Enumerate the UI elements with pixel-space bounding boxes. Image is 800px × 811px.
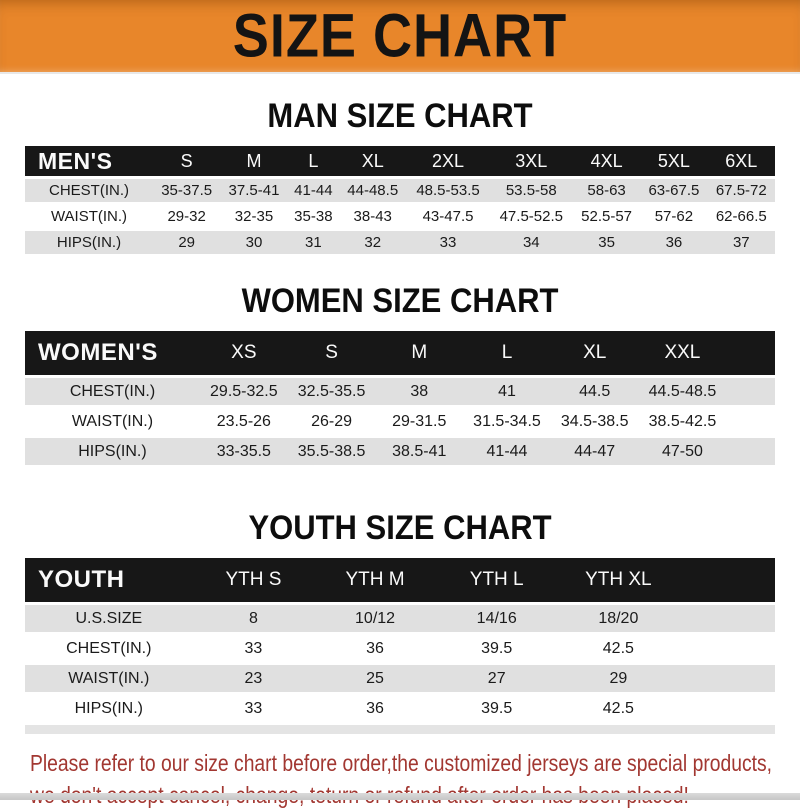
cell-value: 38.5-41: [375, 438, 463, 465]
disclaimer-line-1: Please refer to our size chart before order,the customized jerseys are special products,: [30, 748, 677, 780]
youth-size-table: [25, 555, 775, 725]
cell-value: 36: [314, 635, 436, 662]
cell-value: 10/12: [314, 605, 436, 632]
cell-value: 53.5-58: [490, 179, 573, 202]
cell-value: 44-47: [551, 438, 639, 465]
banner-title: SIZE CHART: [233, 1, 567, 72]
cell-value: 41: [463, 378, 551, 405]
cell-value: 34.5-38.5: [551, 408, 639, 435]
column-header: S: [288, 331, 376, 375]
column-header: YTH S: [193, 558, 315, 602]
row-label: CHEST(IN.): [25, 378, 200, 405]
men-section-title: MAN SIZE CHART: [0, 96, 800, 136]
cell-value: 29.5-32.5: [200, 378, 288, 405]
header-filler: [679, 558, 775, 602]
column-header: 6XL: [708, 146, 775, 176]
table-row: [25, 205, 775, 228]
cell-value: 35-38: [288, 205, 339, 228]
cell-value: 36: [314, 695, 436, 722]
corner-label: WOMEN'S: [25, 331, 200, 375]
row-label: HIPS(IN.): [25, 438, 200, 465]
corner-label: MEN'S: [25, 146, 153, 176]
cell-value: 29-32: [153, 205, 220, 228]
cell-value: 31.5-34.5: [463, 408, 551, 435]
cell-value: 47-50: [639, 438, 727, 465]
cell-value: 31: [288, 231, 339, 254]
cell-filler: [726, 378, 775, 405]
table-row: [25, 231, 775, 254]
cell-value: 47.5-52.5: [490, 205, 573, 228]
row-label: CHEST(IN.): [25, 179, 153, 202]
row-label: HIPS(IN.): [25, 695, 193, 722]
cell-filler: [679, 665, 775, 692]
cell-value: 32.5-35.5: [288, 378, 376, 405]
cell-value: 44.5: [551, 378, 639, 405]
column-header: YTH XL: [558, 558, 680, 602]
women-size-table: [25, 328, 775, 468]
row-label: U.S.SIZE: [25, 605, 193, 632]
corner-label: YOUTH: [25, 558, 193, 602]
table-row: [25, 408, 775, 435]
cell-value: 33: [406, 231, 489, 254]
cell-value: 33-35.5: [200, 438, 288, 465]
youth-table-bottom-strip: [25, 725, 775, 734]
cell-value: 30: [220, 231, 287, 254]
cell-filler: [726, 438, 775, 465]
table-row: [25, 438, 775, 465]
cell-value: 37: [708, 231, 775, 254]
men-size-table: [25, 143, 775, 257]
cell-value: 23.5-26: [200, 408, 288, 435]
column-header: L: [463, 331, 551, 375]
cell-value: 34: [490, 231, 573, 254]
column-header: 3XL: [490, 146, 573, 176]
cell-value: 44.5-48.5: [639, 378, 727, 405]
cell-filler: [679, 695, 775, 722]
cell-value: 39.5: [436, 695, 558, 722]
column-header: S: [153, 146, 220, 176]
column-header: XS: [200, 331, 288, 375]
cell-value: 33: [193, 635, 315, 662]
table-header-row: [25, 558, 775, 602]
table-row: [25, 378, 775, 405]
column-header: L: [288, 146, 339, 176]
table-row: [25, 635, 775, 662]
cell-filler: [726, 408, 775, 435]
cell-value: 48.5-53.5: [406, 179, 489, 202]
cell-value: 26-29: [288, 408, 376, 435]
cell-value: 29-31.5: [375, 408, 463, 435]
size-chart-banner: [0, 0, 800, 74]
row-label: HIPS(IN.): [25, 231, 153, 254]
row-label: WAIST(IN.): [25, 665, 193, 692]
cell-value: 32-35: [220, 205, 287, 228]
table-row: [25, 695, 775, 722]
cell-value: 29: [153, 231, 220, 254]
order-disclaimer: [30, 748, 677, 811]
cell-value: 14/16: [436, 605, 558, 632]
cell-value: 41-44: [288, 179, 339, 202]
cell-value: 35-37.5: [153, 179, 220, 202]
cell-value: 32: [339, 231, 406, 254]
cell-value: 35: [573, 231, 640, 254]
cell-value: 36: [640, 231, 707, 254]
cell-filler: [679, 635, 775, 662]
cell-value: 18/20: [558, 605, 680, 632]
cell-value: 43-47.5: [406, 205, 489, 228]
cell-value: 58-63: [573, 179, 640, 202]
column-header: YTH L: [436, 558, 558, 602]
cell-value: 33: [193, 695, 315, 722]
column-header: 2XL: [406, 146, 489, 176]
women-section-title: WOMEN SIZE CHART: [0, 281, 800, 321]
cell-value: 38.5-42.5: [639, 408, 727, 435]
cell-value: 8: [193, 605, 315, 632]
bottom-edge-strip: [0, 793, 800, 800]
cell-filler: [679, 605, 775, 632]
cell-value: 35.5-38.5: [288, 438, 376, 465]
cell-value: 39.5: [436, 635, 558, 662]
youth-section-title: YOUTH SIZE CHART: [0, 508, 800, 548]
cell-value: 23: [193, 665, 315, 692]
header-filler: [726, 331, 775, 375]
cell-value: 27: [436, 665, 558, 692]
column-header: YTH M: [314, 558, 436, 602]
cell-value: 37.5-41: [220, 179, 287, 202]
table-header-row: [25, 331, 775, 375]
cell-value: 57-62: [640, 205, 707, 228]
cell-value: 63-67.5: [640, 179, 707, 202]
table-row: [25, 605, 775, 632]
cell-value: 52.5-57: [573, 205, 640, 228]
cell-value: 38-43: [339, 205, 406, 228]
cell-value: 62-66.5: [708, 205, 775, 228]
cell-value: 67.5-72: [708, 179, 775, 202]
table-row: [25, 665, 775, 692]
cell-value: 42.5: [558, 635, 680, 662]
row-label: WAIST(IN.): [25, 205, 153, 228]
column-header: XL: [339, 146, 406, 176]
cell-value: 38: [375, 378, 463, 405]
column-header: 5XL: [640, 146, 707, 176]
column-header: XXL: [639, 331, 727, 375]
cell-value: 25: [314, 665, 436, 692]
cell-value: 42.5: [558, 695, 680, 722]
row-label: WAIST(IN.): [25, 408, 200, 435]
row-label: CHEST(IN.): [25, 635, 193, 662]
table-header-row: [25, 146, 775, 176]
cell-value: 29: [558, 665, 680, 692]
table-row: [25, 179, 775, 202]
cell-value: 41-44: [463, 438, 551, 465]
column-header: XL: [551, 331, 639, 375]
cell-value: 44-48.5: [339, 179, 406, 202]
column-header: M: [375, 331, 463, 375]
column-header: M: [220, 146, 287, 176]
column-header: 4XL: [573, 146, 640, 176]
